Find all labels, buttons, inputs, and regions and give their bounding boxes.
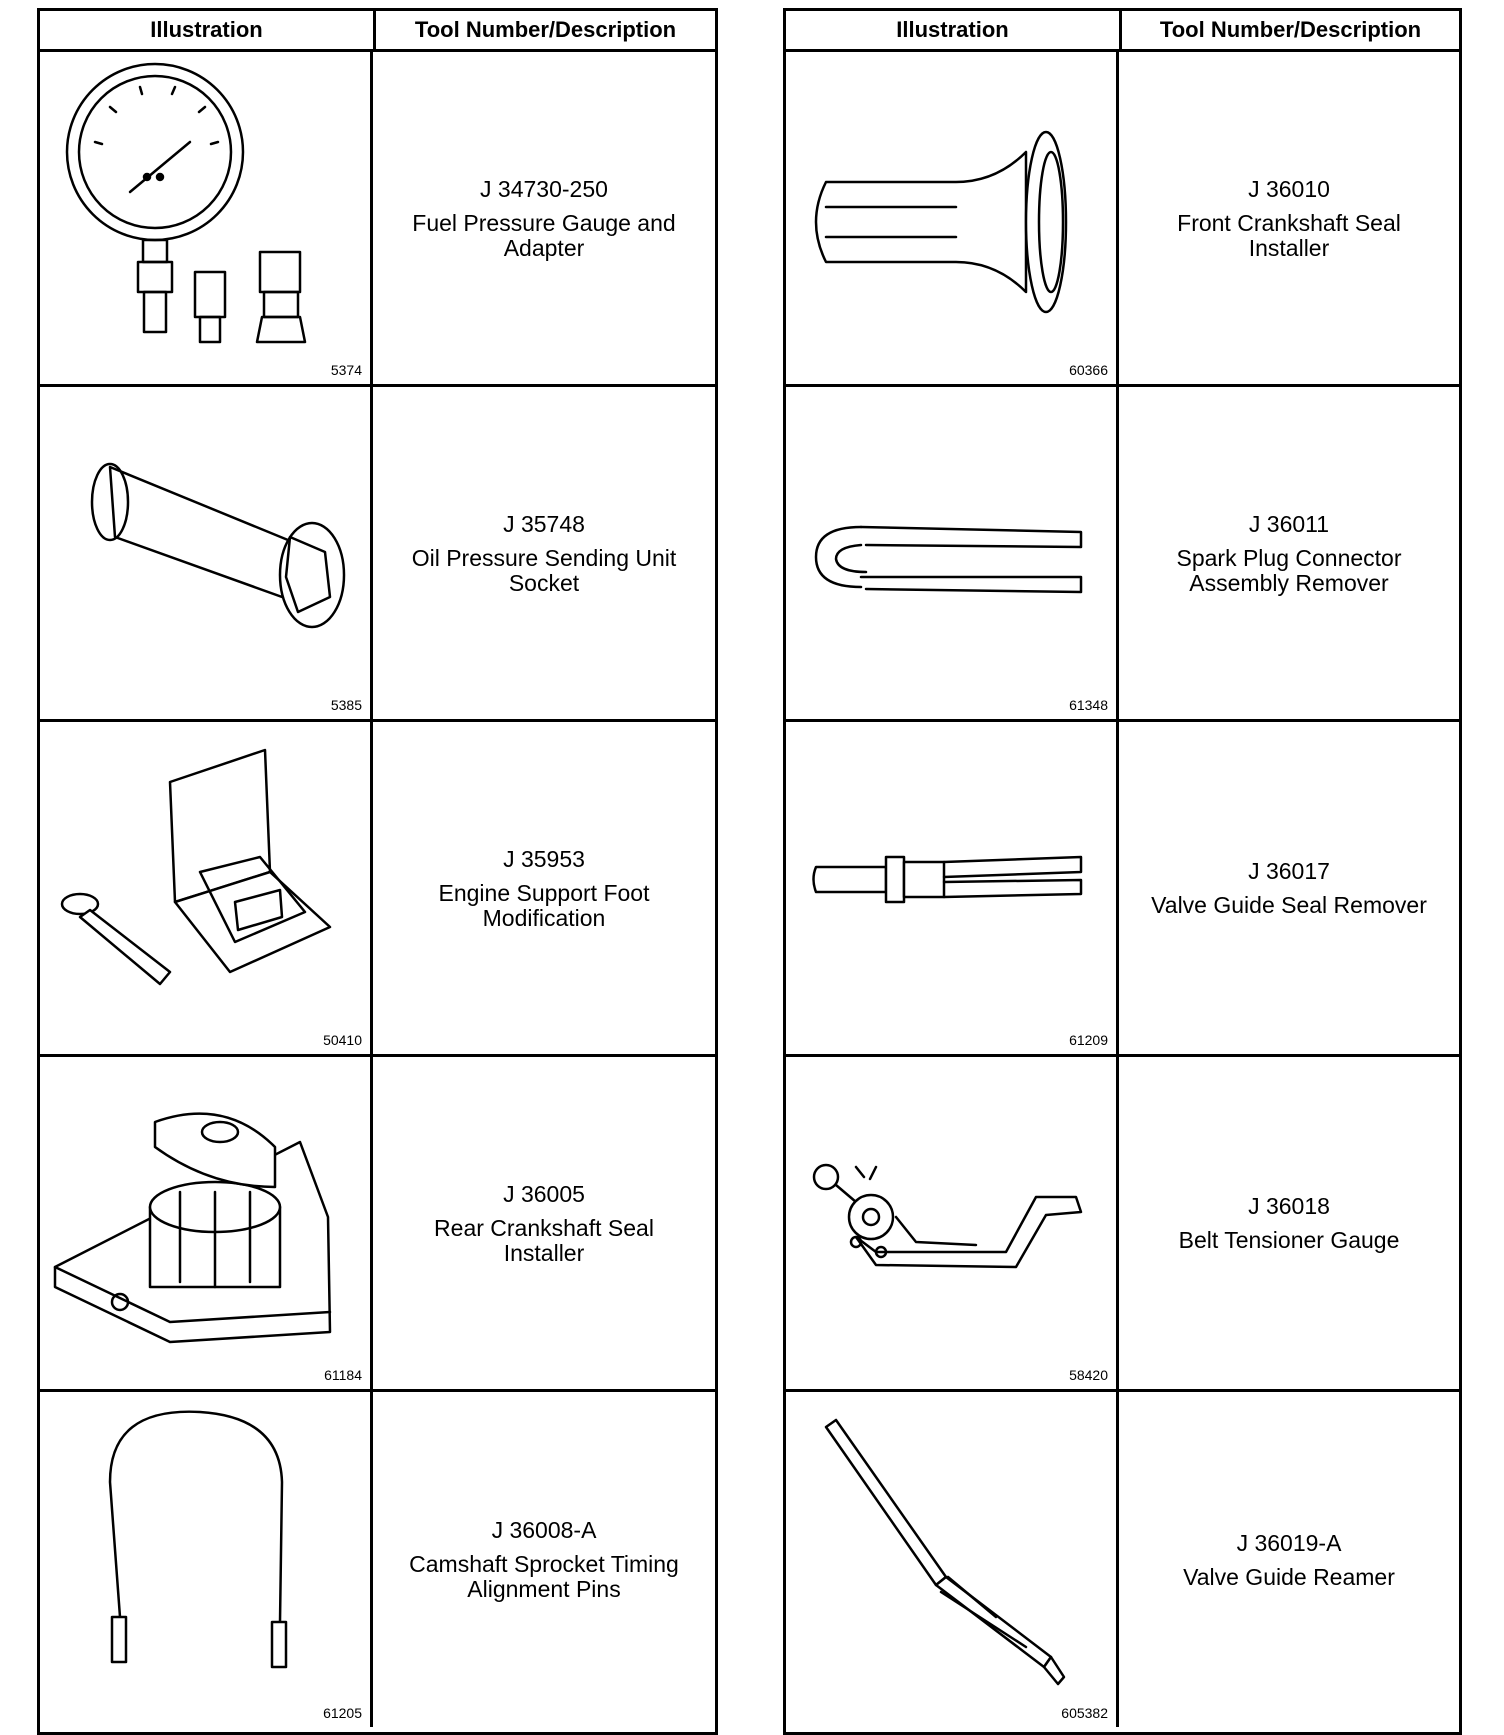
header-illustration: Illustration bbox=[786, 11, 1122, 49]
tool-table-right bbox=[783, 8, 1462, 1735]
tool-row bbox=[40, 722, 715, 1057]
tool-name: Front Crankshaft Seal Installer bbox=[1177, 209, 1401, 261]
tool-description-cell bbox=[1119, 1392, 1459, 1727]
tool-name: Oil Pressure Sending Unit Socket bbox=[411, 544, 677, 596]
tool-description-cell bbox=[1119, 1057, 1459, 1389]
tool-number: J 36019-A bbox=[1236, 1529, 1342, 1556]
figure-ref: 605382 bbox=[1061, 1705, 1108, 1721]
illustration-cell bbox=[40, 1057, 373, 1389]
tool-name: Belt Tensioner Gauge bbox=[1178, 1227, 1400, 1253]
tool-description-cell bbox=[373, 722, 715, 1054]
seal-remover-icon bbox=[796, 732, 1106, 1027]
tool-name: Rear Crankshaft Seal Installer bbox=[434, 1214, 654, 1266]
tool-name: Valve Guide Seal Remover bbox=[1151, 892, 1427, 918]
illustration-cell bbox=[40, 387, 373, 719]
illustration-cell bbox=[786, 722, 1119, 1054]
figure-ref: 61348 bbox=[1069, 697, 1108, 713]
tool-name: Camshaft Sprocket Timing Alignment Pins bbox=[409, 1551, 679, 1602]
tool-table-left bbox=[37, 8, 718, 1735]
header-tool: Tool Number/Description bbox=[414, 17, 677, 42]
tool-row bbox=[40, 52, 715, 387]
support-foot-icon bbox=[50, 732, 360, 1027]
fuel-pressure-gauge-icon bbox=[50, 62, 360, 357]
tool-row bbox=[40, 1057, 715, 1392]
figure-ref: 5385 bbox=[330, 697, 362, 713]
tool-description-cell bbox=[1119, 387, 1459, 719]
tool-number: J 36018 bbox=[1248, 1193, 1330, 1219]
seal-installer-icon bbox=[50, 1067, 360, 1362]
tool-description-cell bbox=[1119, 722, 1459, 1054]
reamer-icon bbox=[796, 1402, 1106, 1697]
illustration-cell bbox=[786, 387, 1119, 719]
tool-row bbox=[40, 1392, 715, 1727]
tool-description-cell bbox=[373, 1057, 715, 1389]
tool-description-cell bbox=[1119, 52, 1459, 384]
header-illustration: Illustration bbox=[40, 11, 376, 49]
table-header bbox=[40, 11, 715, 52]
illustration-cell bbox=[40, 52, 373, 384]
figure-ref: 58420 bbox=[1069, 1367, 1108, 1383]
tool-number: J 36011 bbox=[1248, 510, 1330, 537]
tool-number: J 36010 bbox=[1248, 175, 1330, 202]
tool-name: Fuel Pressure Gauge and Adapter bbox=[412, 209, 676, 261]
illustration-cell bbox=[786, 1057, 1119, 1389]
tool-description-cell bbox=[373, 52, 715, 384]
alignment-pins-icon bbox=[50, 1402, 360, 1697]
tool-number: J 36008-A bbox=[491, 1517, 597, 1543]
illustration-cell bbox=[40, 1392, 373, 1727]
header-tool: Tool Number/Description bbox=[1159, 17, 1422, 42]
tool-name: Valve Guide Reamer bbox=[1183, 1563, 1395, 1590]
tool-number: J 36005 bbox=[503, 1180, 585, 1207]
figure-ref: 60366 bbox=[1069, 362, 1108, 378]
tool-number: J 35953 bbox=[503, 845, 585, 872]
socket-icon bbox=[50, 397, 360, 692]
tool-name: Spark Plug Connector Assembly Remover bbox=[1176, 544, 1402, 596]
figure-ref: 50410 bbox=[323, 1032, 362, 1048]
figure-ref: 61184 bbox=[324, 1367, 362, 1383]
tongs-icon bbox=[796, 397, 1106, 692]
tool-description-cell bbox=[373, 387, 715, 719]
tool-number: J 36017 bbox=[1248, 858, 1330, 884]
tool-description-cell bbox=[373, 1392, 715, 1727]
tool-row bbox=[786, 722, 1459, 1057]
illustration-cell bbox=[786, 52, 1119, 384]
illustration-cell bbox=[786, 1392, 1119, 1727]
figure-ref: 61205 bbox=[323, 1705, 362, 1721]
illustration-cell bbox=[40, 722, 373, 1054]
figure-ref: 61209 bbox=[1069, 1032, 1108, 1048]
tool-name: Engine Support Foot Modification bbox=[438, 879, 650, 931]
figure-ref: 5374 bbox=[330, 362, 362, 378]
tool-row bbox=[786, 387, 1459, 722]
tool-number: J 34730-250 bbox=[480, 175, 608, 202]
tool-row bbox=[40, 387, 715, 722]
tool-row bbox=[786, 1392, 1459, 1727]
table-header bbox=[786, 11, 1459, 52]
front-seal-installer-icon bbox=[796, 62, 1106, 357]
tool-number: J 35748 bbox=[503, 510, 585, 537]
tensioner-gauge-icon bbox=[796, 1067, 1106, 1362]
tool-row bbox=[786, 52, 1459, 387]
tool-row bbox=[786, 1057, 1459, 1392]
